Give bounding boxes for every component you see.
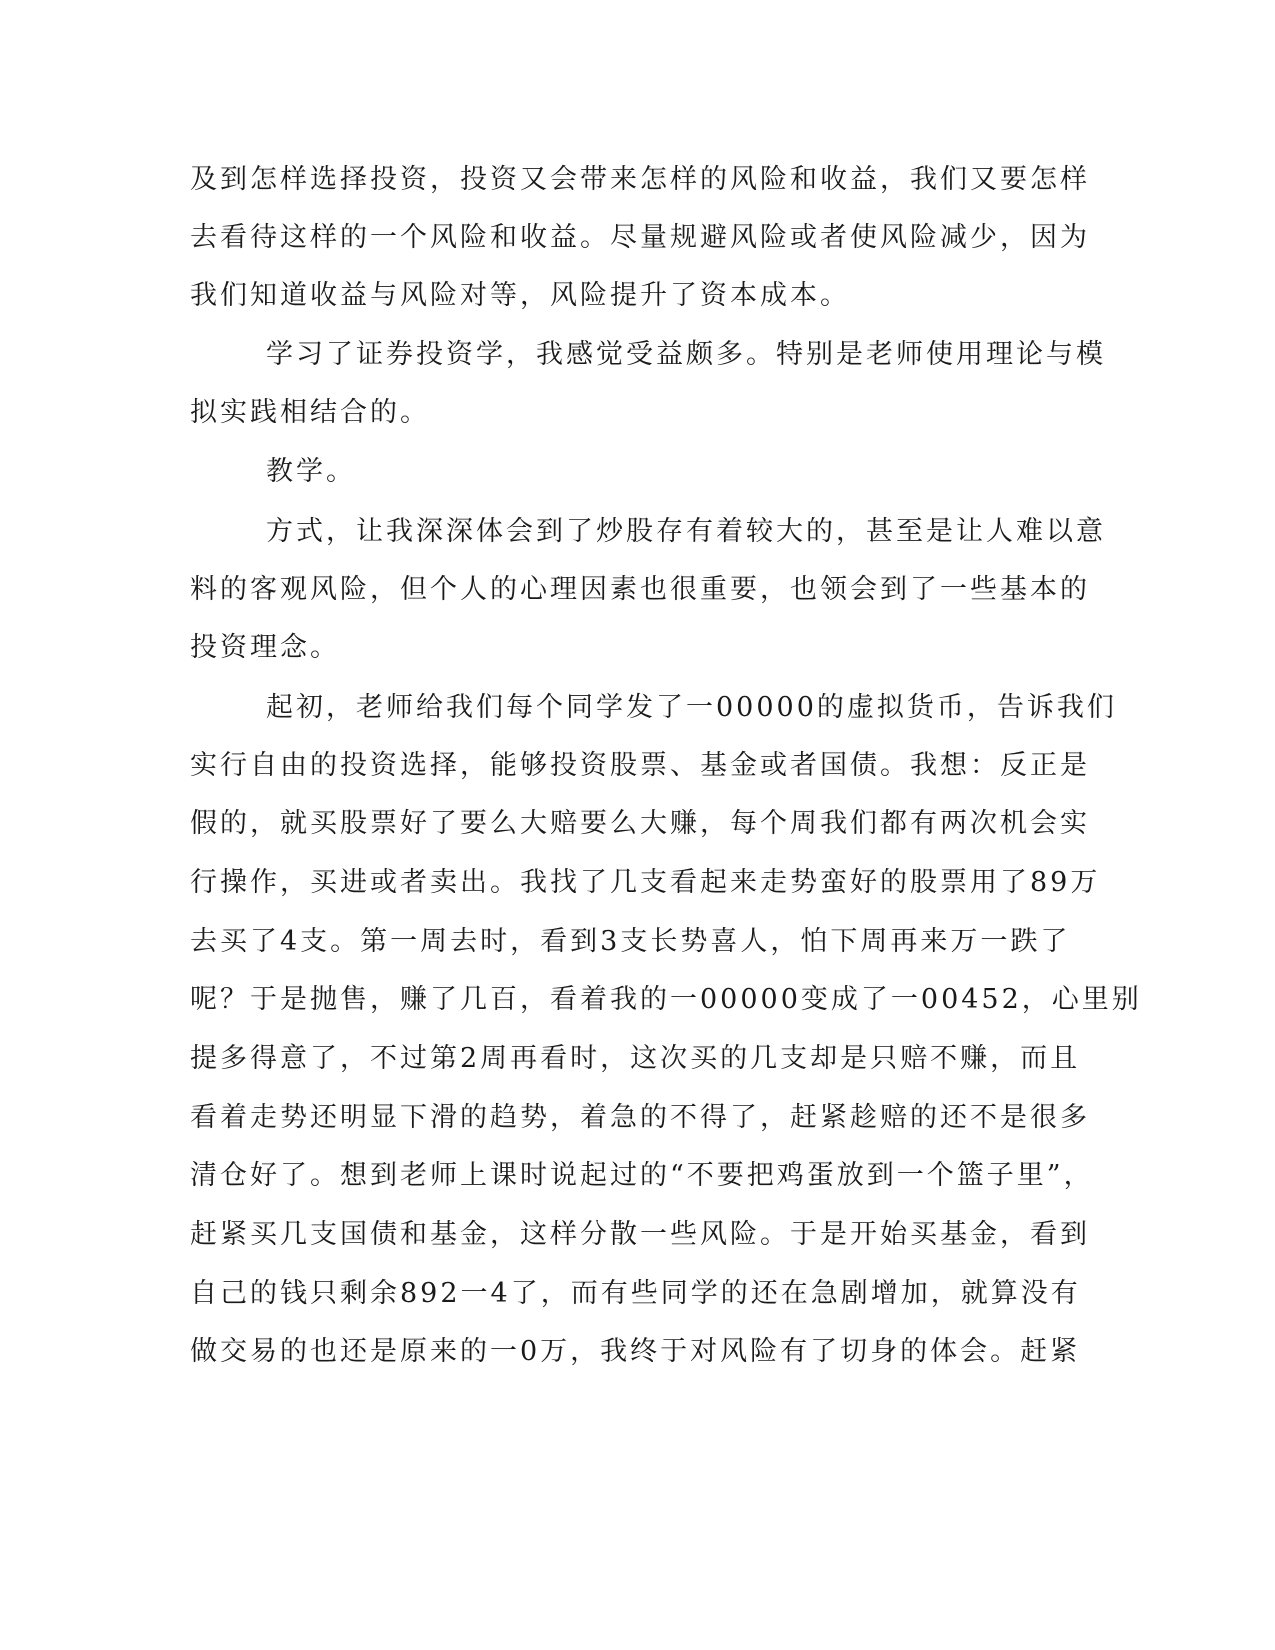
- text-line: 赶紧买几支国债和基金，这样分散一些风险。于是开始买基金，看到: [190, 1219, 1090, 1250]
- text-line: 看着走势还明显下滑的趋势，着急的不得了，赶紧趁赔的还不是很多: [190, 1102, 1090, 1133]
- text-line: 实行自由的投资选择，能够投资股票、基金或者国债。我想：反正是: [190, 750, 1090, 781]
- text-line: 我们知道收益与风险对等，风险提升了资本成本。: [190, 280, 850, 311]
- text-line: 呢？于是抛售，赚了几百，看着我的一00000变成了一00452，心里别: [190, 984, 1142, 1015]
- paragraph-first-line: 教学。: [266, 456, 356, 487]
- text-line: 自己的钱只剩余892一4了，而有些同学的还在急剧增加，就算没有: [190, 1278, 1081, 1309]
- text-line: 做交易的也还是原来的一0万，我终于对风险有了切身的体会。赶紧: [190, 1336, 1081, 1367]
- paragraph-first-line: 起初，老师给我们每个同学发了一00000的虚拟货币，告诉我们: [266, 692, 1117, 723]
- text-line: 行操作，买进或者卖出。我找了几支看起来走势蛮好的股票用了89万: [190, 867, 1101, 898]
- text-line: 假的，就买股票好了要么大赔要么大赚，每个周我们都有两次机会实: [190, 808, 1090, 839]
- text-line: 投资理念。: [190, 632, 340, 663]
- text-line: 提多得意了，不过第2周再看时，这次买的几支却是只赔不赚，而且: [190, 1043, 1081, 1074]
- paragraph-first-line: 方式，让我深深体会到了炒股存有着较大的，甚至是让人难以意: [266, 516, 1106, 547]
- text-line: 去买了4支。第一周去时，看到3支长势喜人，怕下周再来万一跌了: [190, 926, 1071, 957]
- text-line: 清仓好了。想到老师上课时说起过的“不要把鸡蛋放到一个篮子里”，: [190, 1160, 1094, 1191]
- text-line: 料的客观风险，但个人的心理因素也很重要，也领会到了一些基本的: [190, 574, 1090, 605]
- text-line: 及到怎样选择投资，投资又会带来怎样的风险和收益，我们又要怎样: [190, 164, 1090, 195]
- text-line: 去看待这样的一个风险和收益。尽量规避风险或者使风险减少，因为: [190, 222, 1090, 253]
- text-line: 拟实践相结合的。: [190, 397, 430, 428]
- paragraph-first-line: 学习了证券投资学，我感觉受益颇多。特别是老师使用理论与模: [266, 339, 1106, 370]
